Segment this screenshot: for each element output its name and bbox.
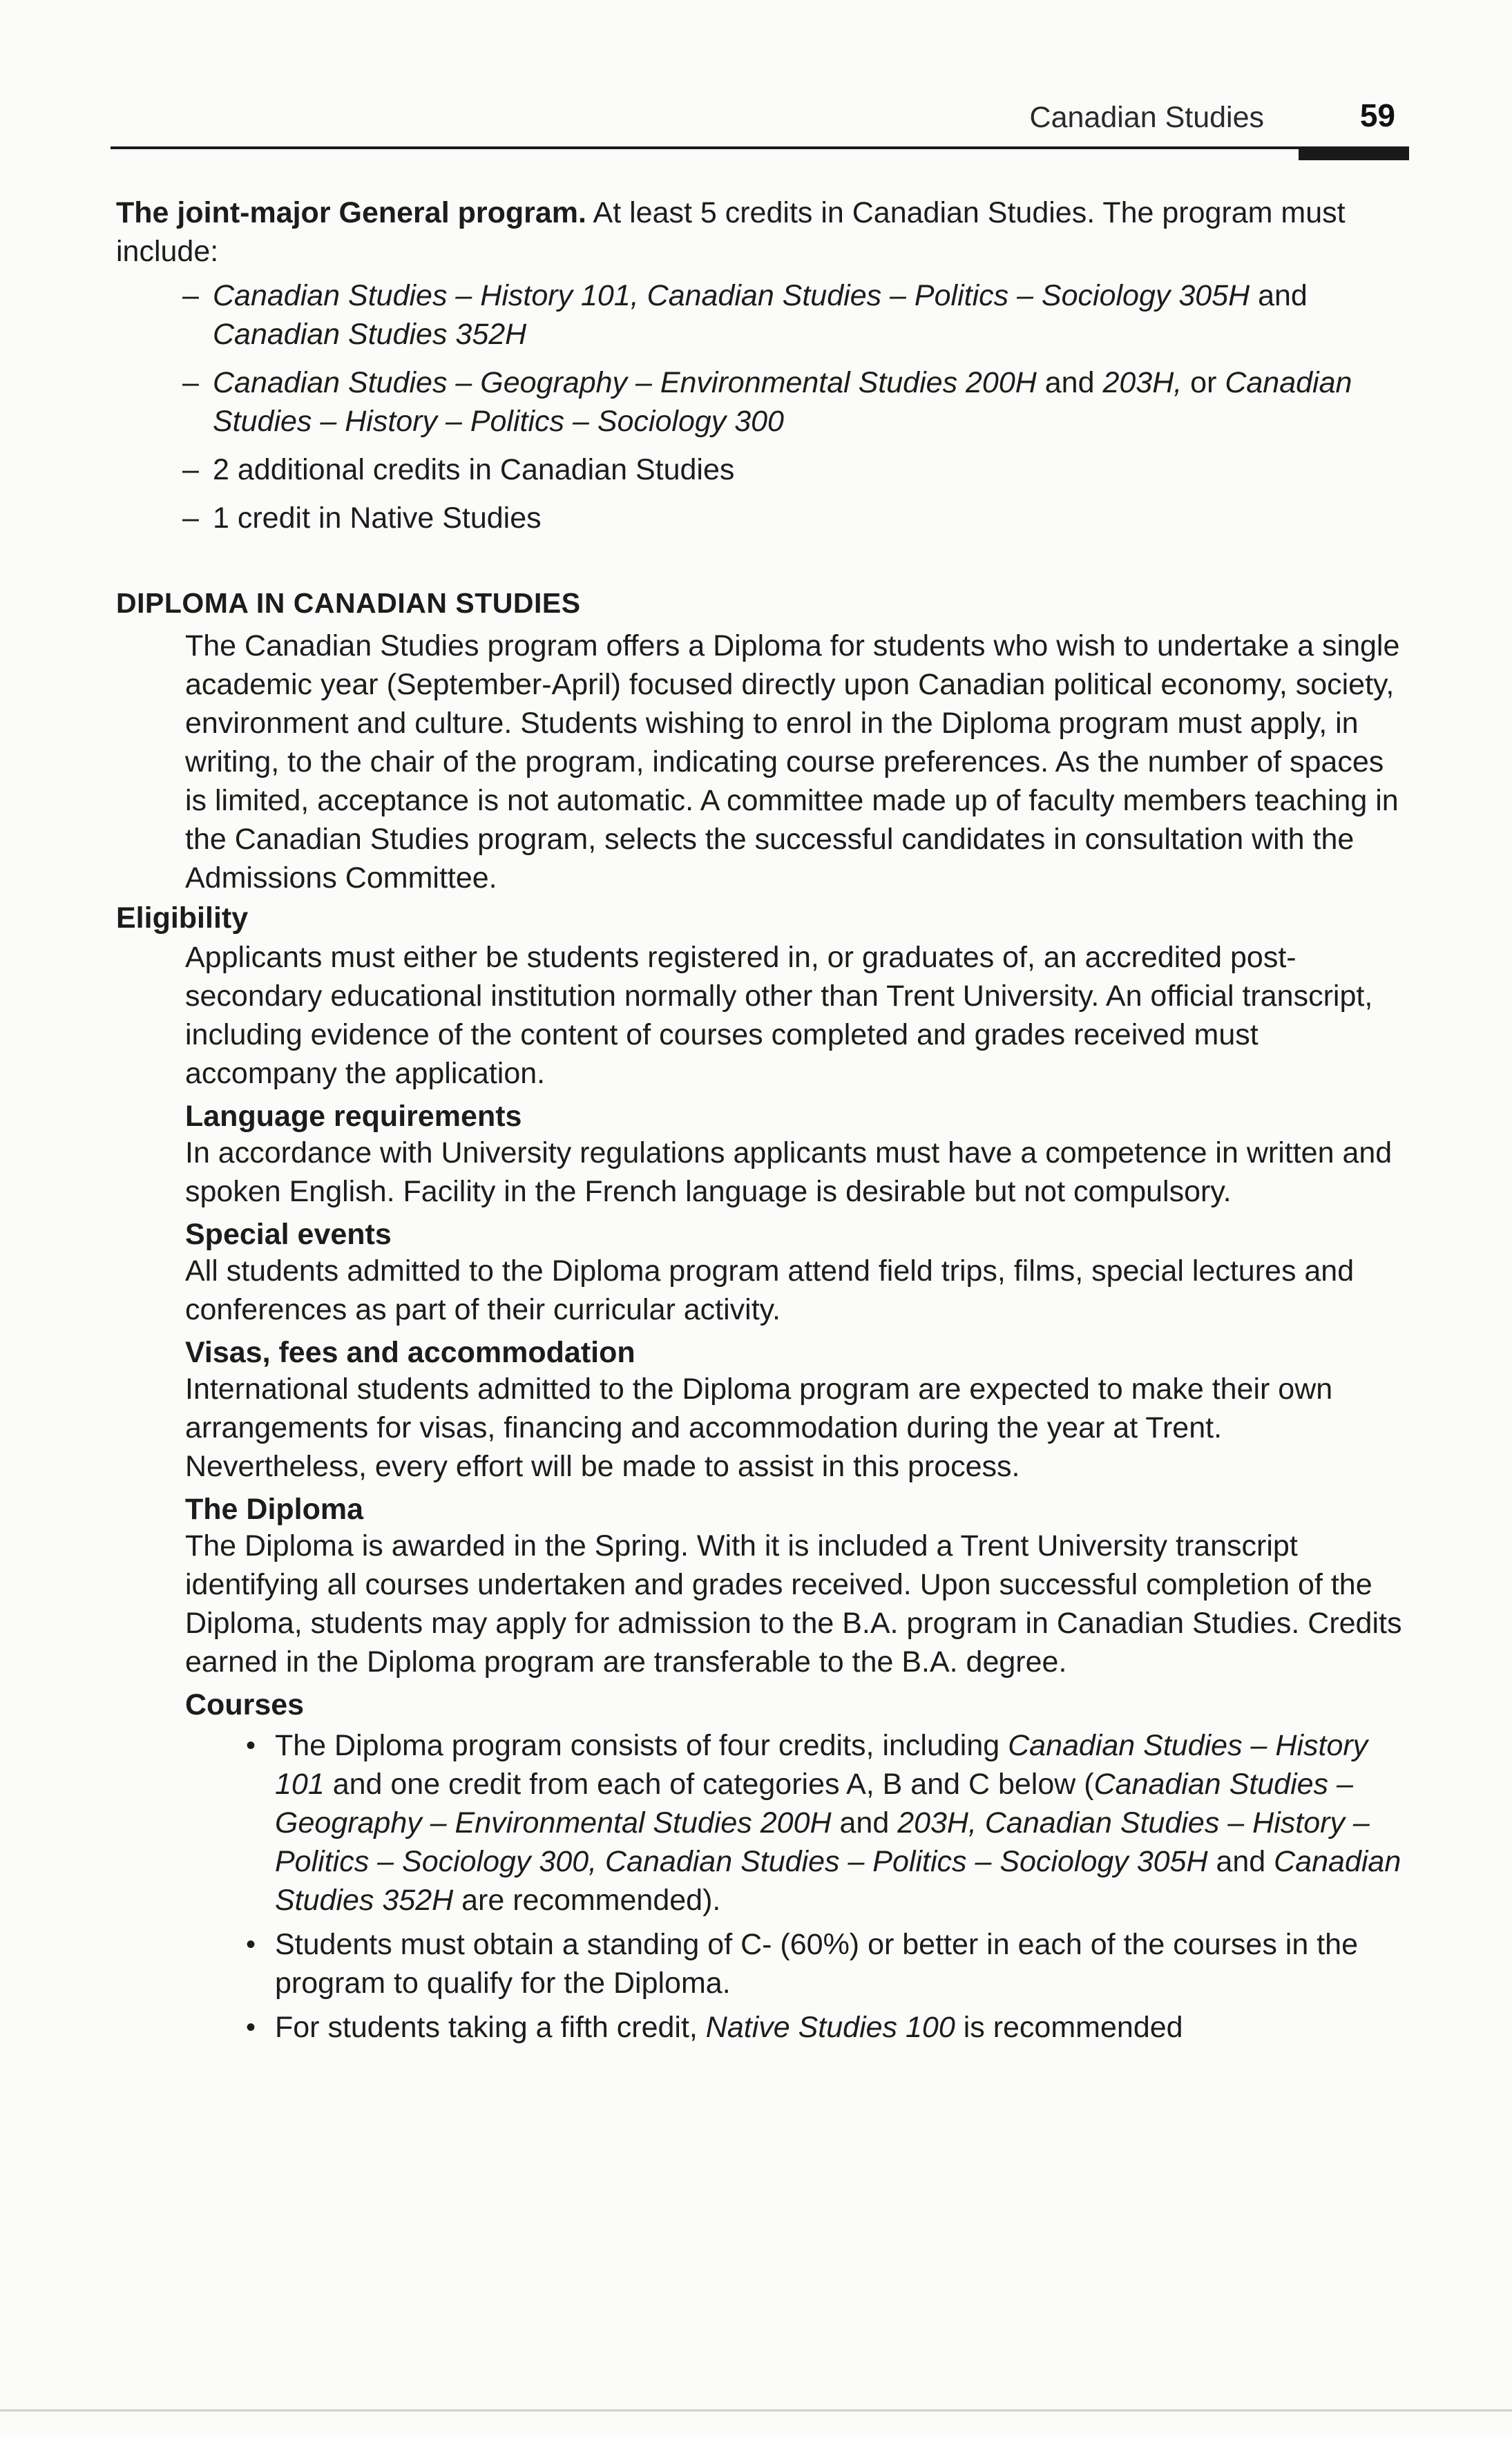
courses-bullet <box>246 2008 1409 2047</box>
bullet-text: and <box>1207 1845 1274 1878</box>
header-thumb-tab <box>1299 146 1409 160</box>
bullet-course: Canadian Studies – Geography – Environmental Studies 200H <box>275 1768 1353 1839</box>
courses-heading: Courses <box>185 1688 305 1721</box>
language-text: In accordance with University regulations applicants must have a competence in written and spoken English. Facility in the French language is desirable but not compulsory. <box>185 1136 1393 1208</box>
bullet-course: 203H, Canadian Studies – History – Politics – Sociology 300, Canadian Studies – Politics – Sociology 305H <box>275 1806 1370 1878</box>
dash-marker: – <box>182 366 199 399</box>
running-header <box>111 97 1409 152</box>
page-number: 59 <box>1359 97 1395 133</box>
bullet-course: Canadian Studies 352H <box>275 1845 1401 1917</box>
bullet-text: The Diploma program consists of four credits, including <box>275 1729 1008 1762</box>
requirement-item <box>182 276 1409 354</box>
dash-marker: – <box>182 453 199 486</box>
bullet-text: is recommended <box>955 2011 1183 2044</box>
joint-major-paragraph <box>116 193 1409 271</box>
requirement-item <box>182 499 1409 537</box>
requirement-course: Canadian Studies – History 101, Canadian Studies – Politics – Sociology 305H <box>213 279 1250 312</box>
language-heading: Language requirements <box>185 1100 522 1133</box>
requirement-conj: and <box>1250 279 1308 312</box>
requirement-course: Canadian Studies – Geography – Environmental Studies 200H <box>213 366 1037 399</box>
requirement-item <box>182 363 1409 441</box>
requirement-item <box>182 450 1409 489</box>
requirement-course: Canadian Studies 352H <box>213 318 527 351</box>
joint-major-text: At least 5 credits in Canadian Studies. The program must include: <box>116 196 1346 268</box>
courses-bullet <box>246 1726 1409 1920</box>
header-rule <box>111 146 1409 149</box>
requirement-conj: or <box>1182 366 1225 399</box>
requirement-conj: and <box>1036 366 1103 399</box>
bullet-text: and <box>831 1806 898 1839</box>
page-bottom-edge <box>0 2409 1512 2411</box>
requirement-course: Canadian Studies – History – Politics – Sociology 300 <box>213 366 1352 438</box>
bullet-text: Students must obtain a standing of C- (60%) or better in each of the courses in the program to qualify for the Diploma. <box>275 1928 1358 2000</box>
bullet-marker: • <box>246 2012 256 2043</box>
bullet-course: Native Studies 100 <box>705 2011 955 2044</box>
eligibility-heading: Eligibility <box>116 901 249 935</box>
visas-heading: Visas, fees and accommodation <box>185 1336 635 1369</box>
requirement-text: 2 additional credits in Canadian Studies <box>213 453 735 486</box>
requirement-text: 1 credit in Native Studies <box>213 501 542 535</box>
requirement-course: 203H, <box>1102 366 1183 399</box>
bullet-marker: • <box>246 1730 256 1761</box>
eligibility-text: Applicants must either be students registered in, or graduates of, an accredited post-secondary educational institution normally other than Trent University. An official transcript, including evidence of the content of courses completed and grades received must accompany the application. <box>185 941 1373 1090</box>
the-diploma-heading: The Diploma <box>185 1493 364 1526</box>
bullet-marker: • <box>246 1929 256 1960</box>
events-text: All students admitted to the Diploma program attend field trips, films, special lectures and conferences as part of their curricular activity. <box>185 1254 1355 1326</box>
visas-text: International students admitted to the Diploma program are expected to make their own arrangements for visas, financing and accommodation during the year at Trent. Nevertheless, every effort will be made to assist in this process. <box>185 1373 1333 1483</box>
events-heading: Special events <box>185 1218 392 1251</box>
bullet-text: are recommended). <box>453 1884 721 1917</box>
joint-major-requirements <box>116 276 1409 537</box>
joint-major-lead: The joint-major General program. <box>116 196 586 229</box>
bullet-text: For students taking a fifth credit, <box>275 2011 706 2044</box>
bullet-text: and one credit from each of categories A, B and C below ( <box>324 1768 1094 1801</box>
diploma-heading: DIPLOMA IN CANADIAN STUDIES <box>116 587 581 619</box>
page-body <box>116 193 1409 2052</box>
courses-list <box>116 1726 1409 2047</box>
courses-bullet <box>246 1925 1409 2003</box>
dash-marker: – <box>182 501 199 535</box>
diploma-intro: The Canadian Studies program offers a Diploma for students who wish to undertake a single academic year (September-April) focused directly upon Canadian political economy, society, environment and culture. Students wishing to enrol in the Diploma program must apply, in writing, to the chair of the program, indicating course preferences. As the number of spaces is limited, acceptance is not automatic. A committee made up of faculty members teaching in the Canadian Studies program, selects the successful candidates in consultation with the Admissions Committee. <box>185 629 1400 895</box>
dash-marker: – <box>182 279 199 312</box>
running-header-title: Canadian Studies <box>1029 101 1264 134</box>
the-diploma-text: The Diploma is awarded in the Spring. With it is included a Trent University transcript identifying all courses undertaken and grades received. Upon successful completion of the Diploma, students may apply for admission to the B.A. program in Canadian Studies. Credits earned in the Diploma program are transferable to the B.A. degree. <box>185 1529 1402 1679</box>
bullet-course: Canadian Studies – History 101 <box>275 1729 1368 1801</box>
